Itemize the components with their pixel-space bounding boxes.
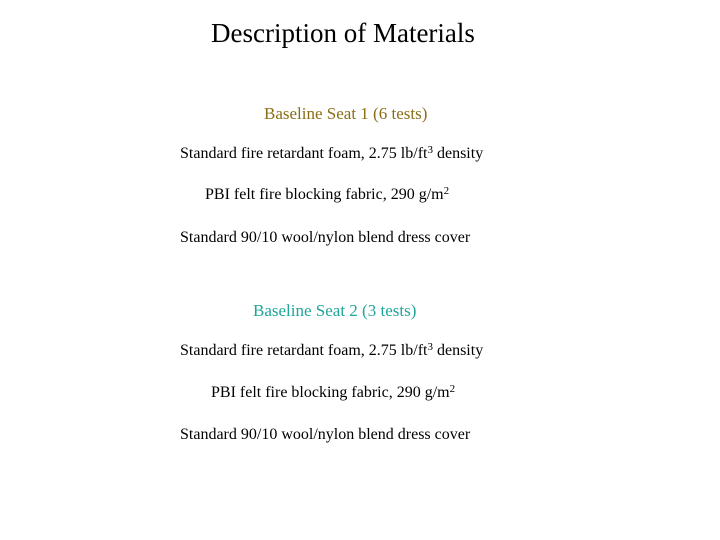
seat2-felt-sup: 2 (449, 383, 456, 396)
seat2-felt-line (211, 382, 455, 404)
seat1-foam-sup: 3 (427, 144, 433, 157)
seat1-foam-text: Standard fire retardant foam, 2.75 lb/ft (180, 145, 428, 162)
seat1-felt-sup: 2 (443, 185, 450, 198)
seat2-foam-suffix: density (432, 342, 484, 359)
seat1-felt-text: PBI felt fire blocking fabric, 290 g/m (205, 186, 444, 203)
seat2-foam-line (180, 340, 483, 362)
seat1-foam-line (180, 143, 483, 165)
seat1-felt-line (205, 184, 449, 206)
seat1-foam-suffix: density (432, 145, 484, 162)
seat2-foam-sup: 3 (427, 341, 433, 354)
seat1-cover-line: Standard 90/10 wool/nylon blend dress cover (180, 229, 471, 246)
page-title: Description of Materials (211, 18, 475, 48)
seat2-cover-line: Standard 90/10 wool/nylon blend dress cover (180, 426, 471, 443)
seat1-heading: Baseline Seat 1 (6 tests) (264, 104, 428, 123)
seat2-heading: Baseline Seat 2 (3 tests) (253, 301, 417, 320)
seat2-foam-text: Standard fire retardant foam, 2.75 lb/ft (180, 342, 428, 359)
seat2-felt-text: PBI felt fire blocking fabric, 290 g/m (211, 384, 450, 401)
